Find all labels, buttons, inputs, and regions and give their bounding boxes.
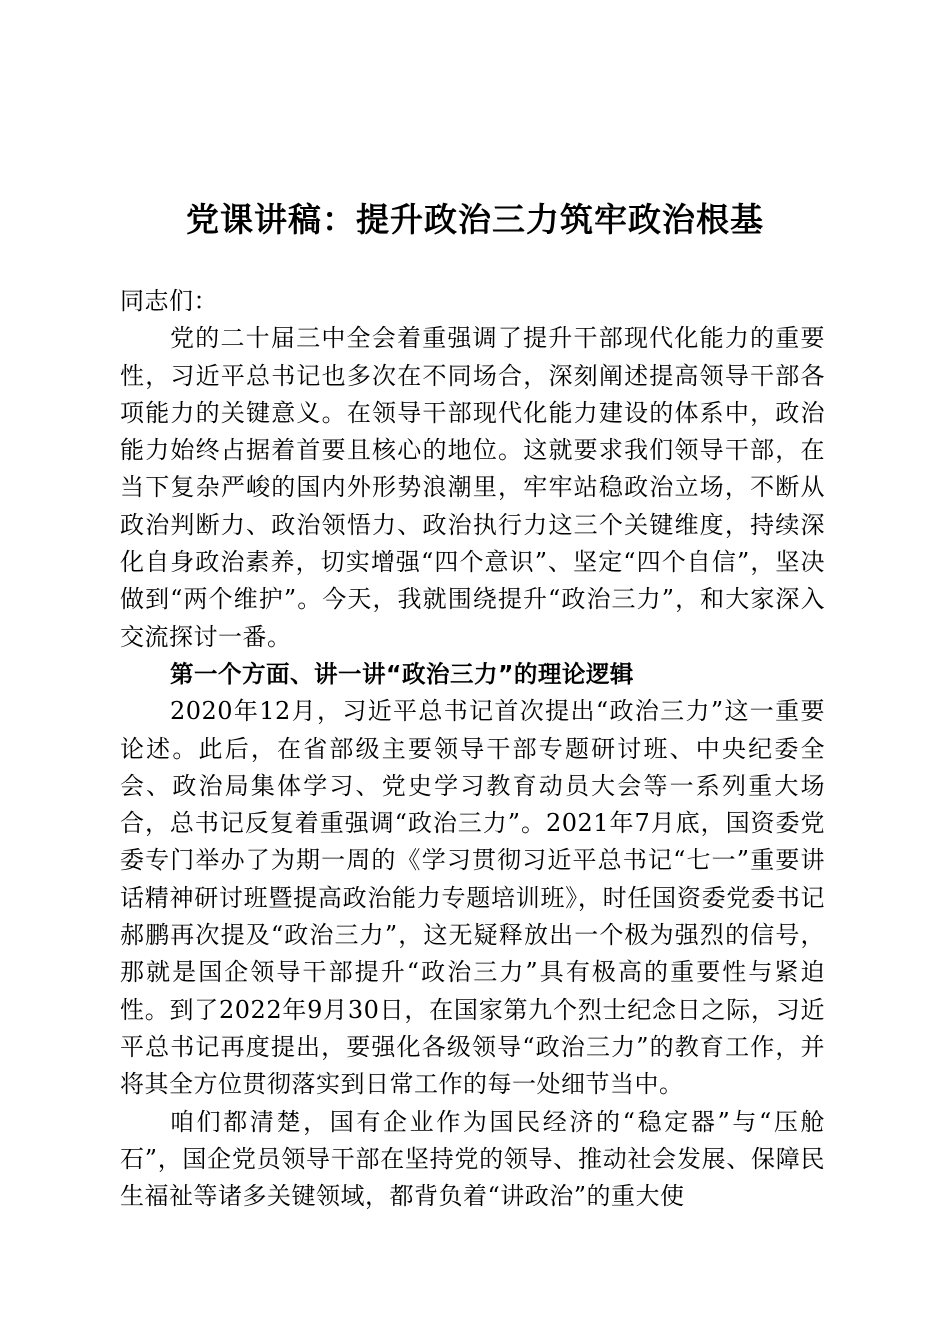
document-title: 党课讲稿：提升政治三力筑牢政治根基	[186, 200, 764, 239]
section-heading: 第一个方面、讲一讲“政治三力”的理论逻辑	[170, 659, 634, 688]
intro-paragraph: 党的二十届三中全会着重强调了提升干部现代化能力的重要性，习近平总书记也多次在不同场合，深刻阐述提高领导干部各项能力的关键意义。在领导干部现代化能力建设的体系中，政治能力始终占据着首要且核心的地位。这就要求我们领导干部，在当下复杂严峻的国内外形势浪潮里，牢牢站稳政治立场，不断从政治判断力、政治领悟力、政治执行力这三个关键维度，持续深化自身政治素养，切实增强“四个意识”、坚定“四个自信”，坚决做到“两个维护”。今天，我就围绕提升“政治三力”，和大家深入交流探讨一番。	[120, 324, 825, 651]
section-paragraph-1: 2020年12月，习近平总书记首次提出“政治三力”这一重要论述。此后，在省部级主要领导干部专题研讨班、中央纪委全会、政治局集体学习、党史学习教育动员大会等一系列重大场合，总书记反复着重强调“政治三力”。2021年7月底，国资委党委专门举办了为期一周的《学习贯彻习近平总书记“七一”重要讲话精神研讨班暨提高政治能力专题培训班》，时任国资委党委书记郝鹏再次提及“政治三力”，这无疑释放出一个极为强烈的信号，那就是国企领导干部提升“政治三力”具有极高的重要性与紧迫性。到了2022年9月30日，在国家第九个烈士纪念日之际，习近平总书记再度提出，要强化各级领导“政治三力”的教育工作，并将其全方位贯彻落实到日常工作的每一处细节当中。	[120, 697, 825, 1099]
salutation: 同志们：	[120, 287, 218, 315]
section-paragraph-2: 咱们都清楚，国有企业作为国民经济的“稳定器”与“压舱石”，国企党员领导干部在坚持党的领导、推动社会发展、保障民生福祉等诸多关键领域，都背负着“讲政治”的重大使	[120, 1107, 825, 1211]
document-body	[120, 283, 825, 1215]
